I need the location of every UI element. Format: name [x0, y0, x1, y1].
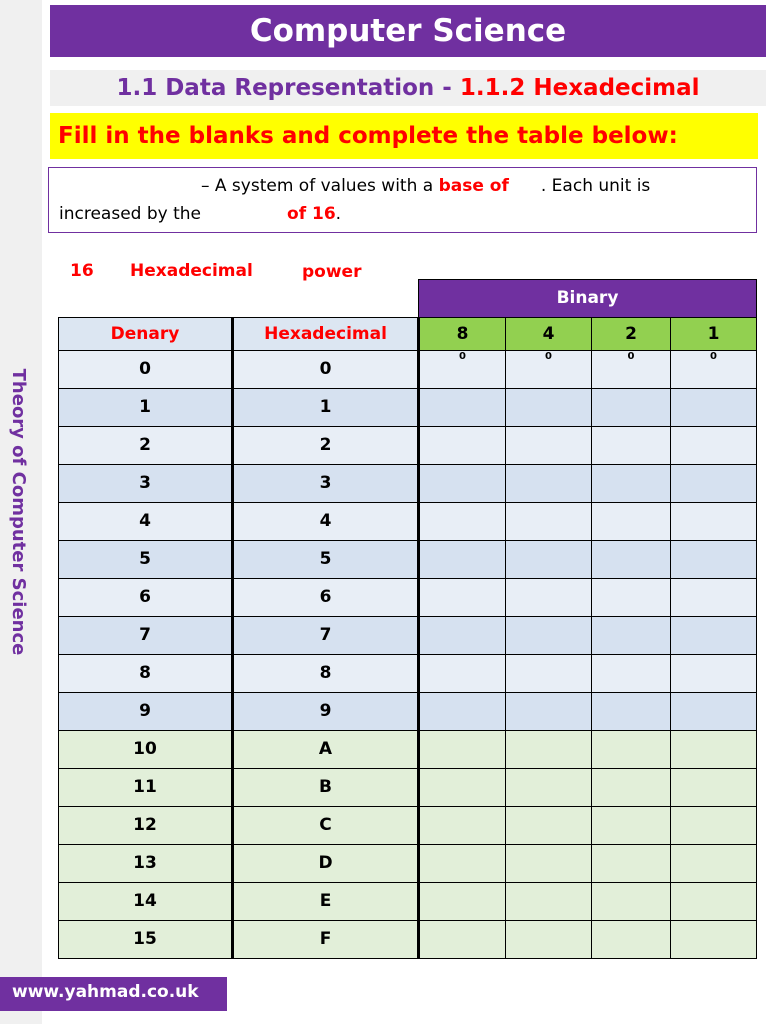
hex-cell: E: [233, 882, 419, 920]
binary-cell[interactable]: [592, 578, 671, 616]
hex-cell: A: [233, 730, 419, 768]
hex-cell: 6: [233, 578, 419, 616]
binary-cell[interactable]: [671, 616, 757, 654]
table-row: [59, 654, 757, 692]
hex-cell: 3: [233, 464, 419, 502]
definition-base: base of: [438, 176, 509, 196]
binary-cell[interactable]: [419, 578, 506, 616]
binary-cell[interactable]: [592, 882, 671, 920]
denary-cell: 4: [59, 502, 233, 540]
binary-cell[interactable]: [419, 540, 506, 578]
binary-cell[interactable]: [671, 426, 757, 464]
denary-cell: 14: [59, 882, 233, 920]
binary-cell[interactable]: [671, 730, 757, 768]
definition-end: .: [335, 204, 342, 224]
binary-cell[interactable]: [592, 768, 671, 806]
subtitle-topic: 1.1 Data Representation -: [116, 75, 460, 101]
binary-cell[interactable]: [419, 502, 506, 540]
binary-cell[interactable]: [592, 654, 671, 692]
hex-cell: B: [233, 768, 419, 806]
binary-cell[interactable]: [419, 882, 506, 920]
table-row: [59, 464, 757, 502]
footer-url: www.yahmad.co.uk: [0, 977, 227, 1011]
binary-cell[interactable]: [671, 654, 757, 692]
binary-cell[interactable]: [419, 654, 506, 692]
table-row: [59, 806, 757, 844]
binary-cell[interactable]: [506, 692, 592, 730]
bit-header-8: 8: [419, 317, 506, 350]
binary-cell[interactable]: [592, 730, 671, 768]
hex-cell: C: [233, 806, 419, 844]
denary-cell: 12: [59, 806, 233, 844]
denary-cell: 10: [59, 730, 233, 768]
definition-box: [48, 167, 757, 233]
binary-cell[interactable]: [506, 730, 592, 768]
denary-cell: 15: [59, 920, 233, 958]
word-bank-16: 16: [70, 261, 94, 281]
binary-cell[interactable]: [671, 540, 757, 578]
instruction: Fill in the blanks and complete the table below:: [50, 113, 758, 159]
binary-cell[interactable]: [506, 540, 592, 578]
definition-tail: . Each unit is: [540, 176, 651, 196]
hexadecimal-header: Hexadecimal: [233, 317, 419, 350]
table-row: [59, 730, 757, 768]
subtitle-section: 1.1.2 Hexadecimal: [459, 75, 700, 101]
hex-cell: 7: [233, 616, 419, 654]
hex-cell: D: [233, 844, 419, 882]
binary-cell[interactable]: [592, 426, 671, 464]
binary-cell[interactable]: [592, 388, 671, 426]
binary-cell[interactable]: [506, 654, 592, 692]
binary-cell[interactable]: [506, 768, 592, 806]
hex-cell: F: [233, 920, 419, 958]
definition-text-1: – A system of values with a: [201, 176, 439, 196]
binary-cell[interactable]: [506, 464, 592, 502]
denary-cell: 3: [59, 464, 233, 502]
binary-cell[interactable]: [592, 616, 671, 654]
binary-cell[interactable]: [592, 502, 671, 540]
binary-cell[interactable]: [592, 540, 671, 578]
binary-cell[interactable]: [419, 426, 506, 464]
table-row: [59, 350, 757, 388]
sidebar-label: Theory of Computer Science: [8, 368, 29, 656]
denary-header: Denary: [59, 317, 233, 350]
table-row: [59, 616, 757, 654]
hex-cell: 4: [233, 502, 419, 540]
binary-cell[interactable]: [671, 768, 757, 806]
binary-cell[interactable]: [506, 882, 592, 920]
binary-cell[interactable]: [592, 464, 671, 502]
denary-cell: 11: [59, 768, 233, 806]
table-row: [59, 844, 757, 882]
binary-cell[interactable]: 0: [671, 350, 757, 388]
binary-cell[interactable]: [506, 806, 592, 844]
binary-cell[interactable]: [671, 806, 757, 844]
hex-cell: 1: [233, 388, 419, 426]
binary-cell[interactable]: [671, 920, 757, 958]
table-row: [59, 920, 757, 958]
hex-cell: 5: [233, 540, 419, 578]
table-row: [59, 540, 757, 578]
binary-cell[interactable]: [419, 730, 506, 768]
table-row: [59, 768, 757, 806]
table-row: [59, 578, 757, 616]
hex-cell: 2: [233, 426, 419, 464]
binary-cell[interactable]: [671, 464, 757, 502]
denary-cell: 1: [59, 388, 233, 426]
hex-cell: 8: [233, 654, 419, 692]
binary-cell[interactable]: [419, 692, 506, 730]
denary-cell: 2: [59, 426, 233, 464]
binary-cell[interactable]: [506, 388, 592, 426]
binary-cell[interactable]: [671, 388, 757, 426]
hex-cell: 0: [233, 350, 419, 388]
page-title: Computer Science: [50, 5, 766, 57]
binary-cell[interactable]: 0: [506, 350, 592, 388]
bit-header-2: 2: [592, 317, 671, 350]
denary-cell: 6: [59, 578, 233, 616]
binary-cell[interactable]: [506, 920, 592, 958]
denary-cell: 5: [59, 540, 233, 578]
definition-line-1: [59, 172, 746, 200]
table-row: [59, 388, 757, 426]
binary-cell[interactable]: [671, 882, 757, 920]
binary-cell[interactable]: [671, 502, 757, 540]
word-bank-power: power: [302, 262, 362, 282]
binary-cell[interactable]: [506, 616, 592, 654]
word-bank-hexadecimal: Hexadecimal: [130, 261, 253, 281]
binary-header: Binary: [419, 280, 757, 318]
denary-cell: 13: [59, 844, 233, 882]
binary-cell[interactable]: [671, 692, 757, 730]
binary-cell[interactable]: [592, 806, 671, 844]
denary-cell: 8: [59, 654, 233, 692]
binary-cell[interactable]: [419, 388, 506, 426]
hex-cell: 9: [233, 692, 419, 730]
binary-cell[interactable]: 0: [592, 350, 671, 388]
binary-cell[interactable]: [419, 464, 506, 502]
hex-table: [58, 279, 757, 959]
definition-power: of 16: [287, 204, 336, 224]
column-headers: [59, 317, 757, 350]
bit-header-1: 1: [671, 317, 757, 350]
binary-cell[interactable]: [671, 844, 757, 882]
binary-cell[interactable]: 0: [419, 350, 506, 388]
binary-cell[interactable]: [506, 426, 592, 464]
denary-cell: 9: [59, 692, 233, 730]
binary-cell[interactable]: [671, 578, 757, 616]
binary-cell[interactable]: [506, 578, 592, 616]
table-row: [59, 692, 757, 730]
binary-cell[interactable]: [506, 844, 592, 882]
binary-cell[interactable]: [419, 806, 506, 844]
binary-cell[interactable]: [592, 844, 671, 882]
table-row: [59, 882, 757, 920]
binary-cell[interactable]: [419, 768, 506, 806]
binary-cell[interactable]: [592, 920, 671, 958]
binary-cell[interactable]: [419, 920, 506, 958]
definition-line-2: [59, 200, 746, 228]
subtitle: [50, 70, 766, 106]
denary-cell: 7: [59, 616, 233, 654]
denary-cell: 0: [59, 350, 233, 388]
definition-text-2: increased by the: [59, 204, 202, 224]
table-row: [59, 426, 757, 464]
binary-cell[interactable]: [506, 502, 592, 540]
bit-header-4: 4: [506, 317, 592, 350]
binary-cell[interactable]: [419, 844, 506, 882]
binary-cell[interactable]: [592, 692, 671, 730]
binary-cell[interactable]: [419, 616, 506, 654]
table-row: [59, 502, 757, 540]
